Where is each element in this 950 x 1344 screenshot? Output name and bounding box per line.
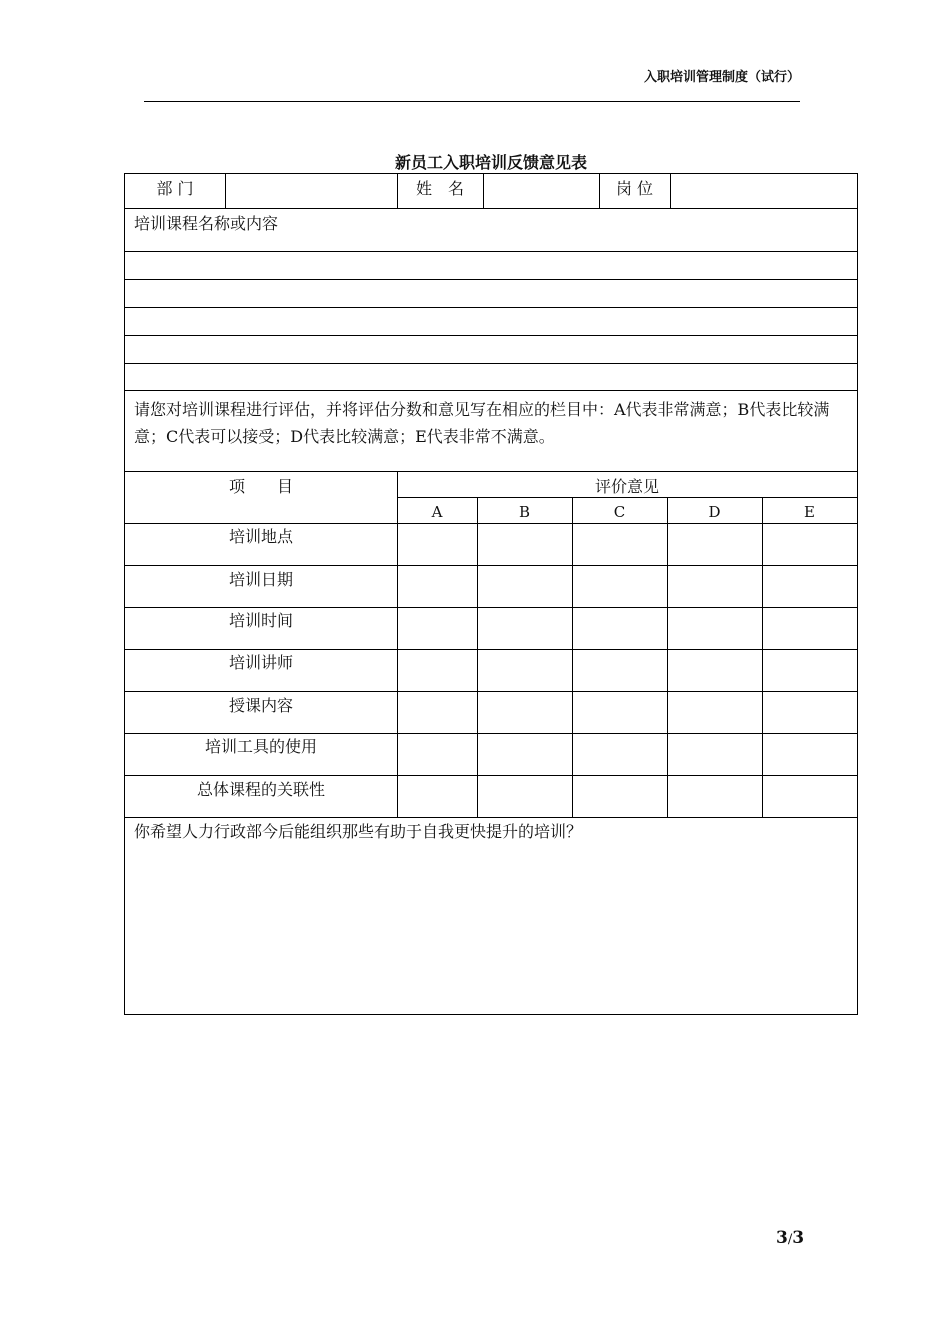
grade-b-header: B [518,503,531,521]
row-divider [125,523,857,524]
form-title: 新员工入职培训反馈意见表 [394,153,587,172]
row-divider [125,208,857,209]
row-divider [125,335,857,336]
grade-d-header: D [708,503,721,521]
header-rule [144,101,800,102]
row-divider [125,471,857,472]
rating-item-trainer: 培训讲师 [228,653,293,672]
col-divider [397,471,398,817]
position-label: 岗 位 [615,179,654,198]
evaluation-instructions: 请您对培训课程进行评估，并将评估分数和意见写在相应的栏目中：A代表非常满意；B代表比较满意；C代表可以接受；D代表比较满意；E代表非常不满意。 [134,400,830,446]
current-page: 3 [776,1228,788,1248]
row-divider [125,607,857,608]
department-label: 部 门 [156,179,194,198]
row-divider [125,775,857,776]
row-divider [125,733,857,734]
rating-item-time: 培训时间 [228,611,293,630]
opinion-column-header: 评价意见 [594,477,659,496]
rating-item-date: 培训日期 [228,570,293,589]
rating-item-content: 授课内容 [228,696,293,715]
rating-item-relevance: 总体课程的关联性 [196,780,325,799]
col-divider [670,174,671,208]
item-column-header: 项 目 [228,477,293,496]
row-divider [125,565,857,566]
rating-item-tools: 培训工具的使用 [204,737,317,756]
col-divider [483,174,484,208]
suggestion-prompt: 你希望人力行政部今后能组织那些有助于自我更快提升的培训？ [134,822,583,841]
row-divider [125,817,857,818]
document-header-title: 入职培训管理制度（试行） [643,70,800,85]
row-divider [125,691,857,692]
row-divider [125,649,857,650]
grade-a-header: A [431,503,443,521]
rating-item-location: 培训地点 [228,527,293,546]
row-divider [125,307,857,308]
col-divider [572,497,573,817]
grade-c-header: C [613,503,626,521]
col-divider [477,497,478,817]
feedback-form-table [124,173,858,1015]
row-divider [125,363,857,364]
row-divider [125,390,857,391]
row-divider [125,251,857,252]
row-divider [125,279,857,280]
grade-e-header: E [804,503,815,521]
row-divider [397,497,857,498]
col-divider [667,497,668,817]
page-number [776,1228,804,1248]
course-content-label: 培训课程名称或内容 [134,214,279,233]
total-pages: 3 [792,1228,805,1248]
col-divider [225,174,226,208]
name-label: 姓 名 [415,179,464,198]
col-divider [762,497,763,817]
page-separator: / [787,1232,793,1247]
